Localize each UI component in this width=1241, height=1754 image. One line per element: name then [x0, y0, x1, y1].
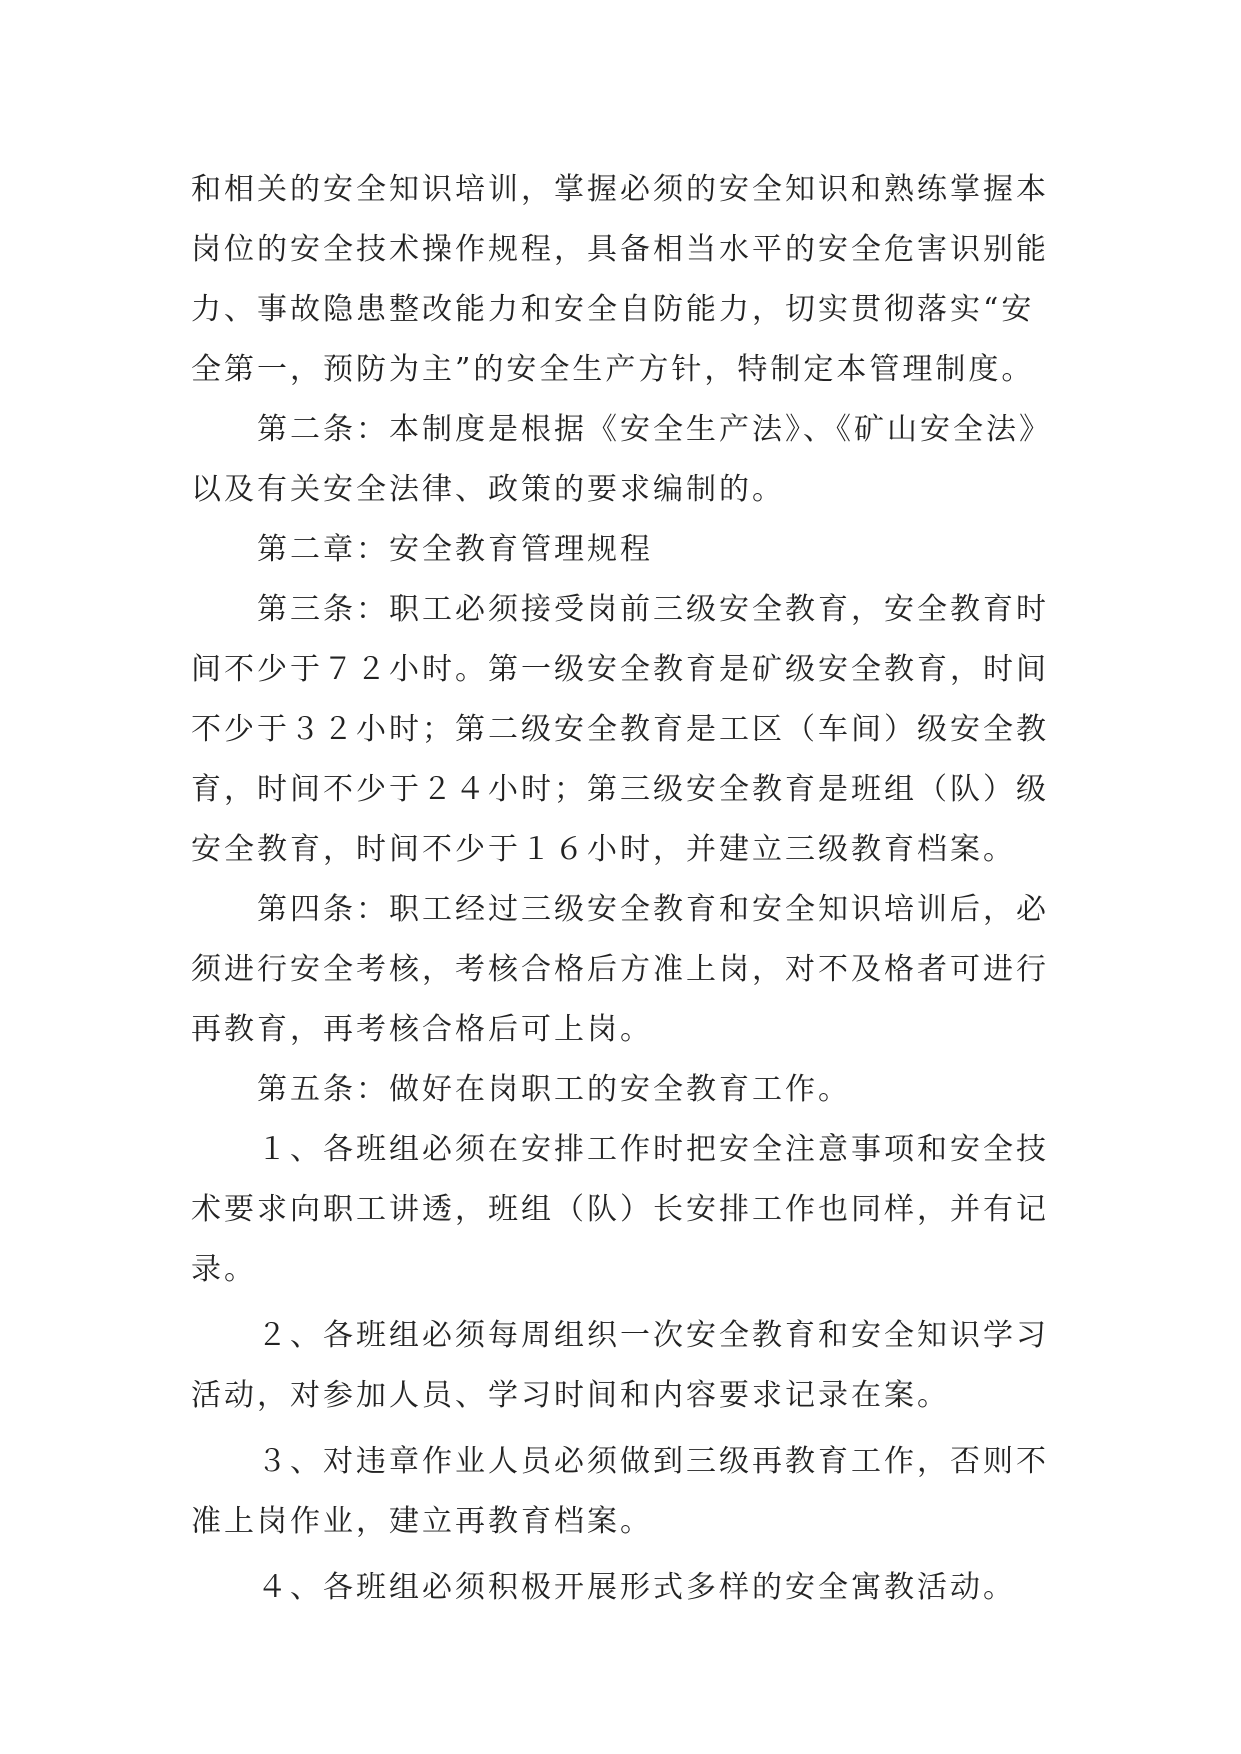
document-body	[191, 160, 1051, 1618]
paragraph-article-2: 第二条：本制度是根据《安全生产法》、《矿山安全法》以及有关安全法律、政策的要求编制的。	[191, 412, 1037, 507]
paragraph-article-5: 第五条：做好在岗职工的安全教育工作。	[257, 1072, 851, 1107]
chapter-heading: 第二章：安全教育管理规程	[257, 532, 653, 567]
paragraph-continuation: 和相关的安全知识培训，掌握必须的安全知识和熟练掌握本岗位的安全技术操作规程，具备相当水平的安全危害识别能力、事故隐患整改能力和安全自防能力，切实贯彻落实“安全第一，预防为主”的安全生产方针，特制定本管理制度。	[191, 172, 1049, 387]
list-item-3: ３、对违章作业人员必须做到三级再教育工作，否则不准上岗作业，建立再教育档案。	[191, 1444, 1049, 1539]
paragraph-article-4: 第四条：职工经过三级安全教育和安全知识培训后，必须进行安全考核，考核合格后方准上岗，对不及格者可进行再教育，再考核合格后可上岗。	[191, 892, 1049, 1047]
list-item-1: １、各班组必须在安排工作时把安全注意事项和安全技术要求向职工讲透，班组（队）长安排工作也同样，并有记录。	[191, 1132, 1049, 1287]
paragraph-article-3: 第三条：职工必须接受岗前三级安全教育，安全教育时间不少于７２小时。第一级安全教育是矿级安全教育，时间不少于３２小时；第二级安全教育是工区（车间）级安全教育，时间不少于２４小时；第三级安全教育是班组（队）级安全教育，时间不少于１６小时，并建立三级教育档案。	[191, 592, 1049, 867]
list-item-2: ２、各班组必须每周组织一次安全教育和安全知识学习活动，对参加人员、学习时间和内容要求记录在案。	[191, 1318, 1049, 1413]
list-item-4: ４、各班组必须积极开展形式多样的安全寓教活动。	[257, 1570, 1016, 1605]
